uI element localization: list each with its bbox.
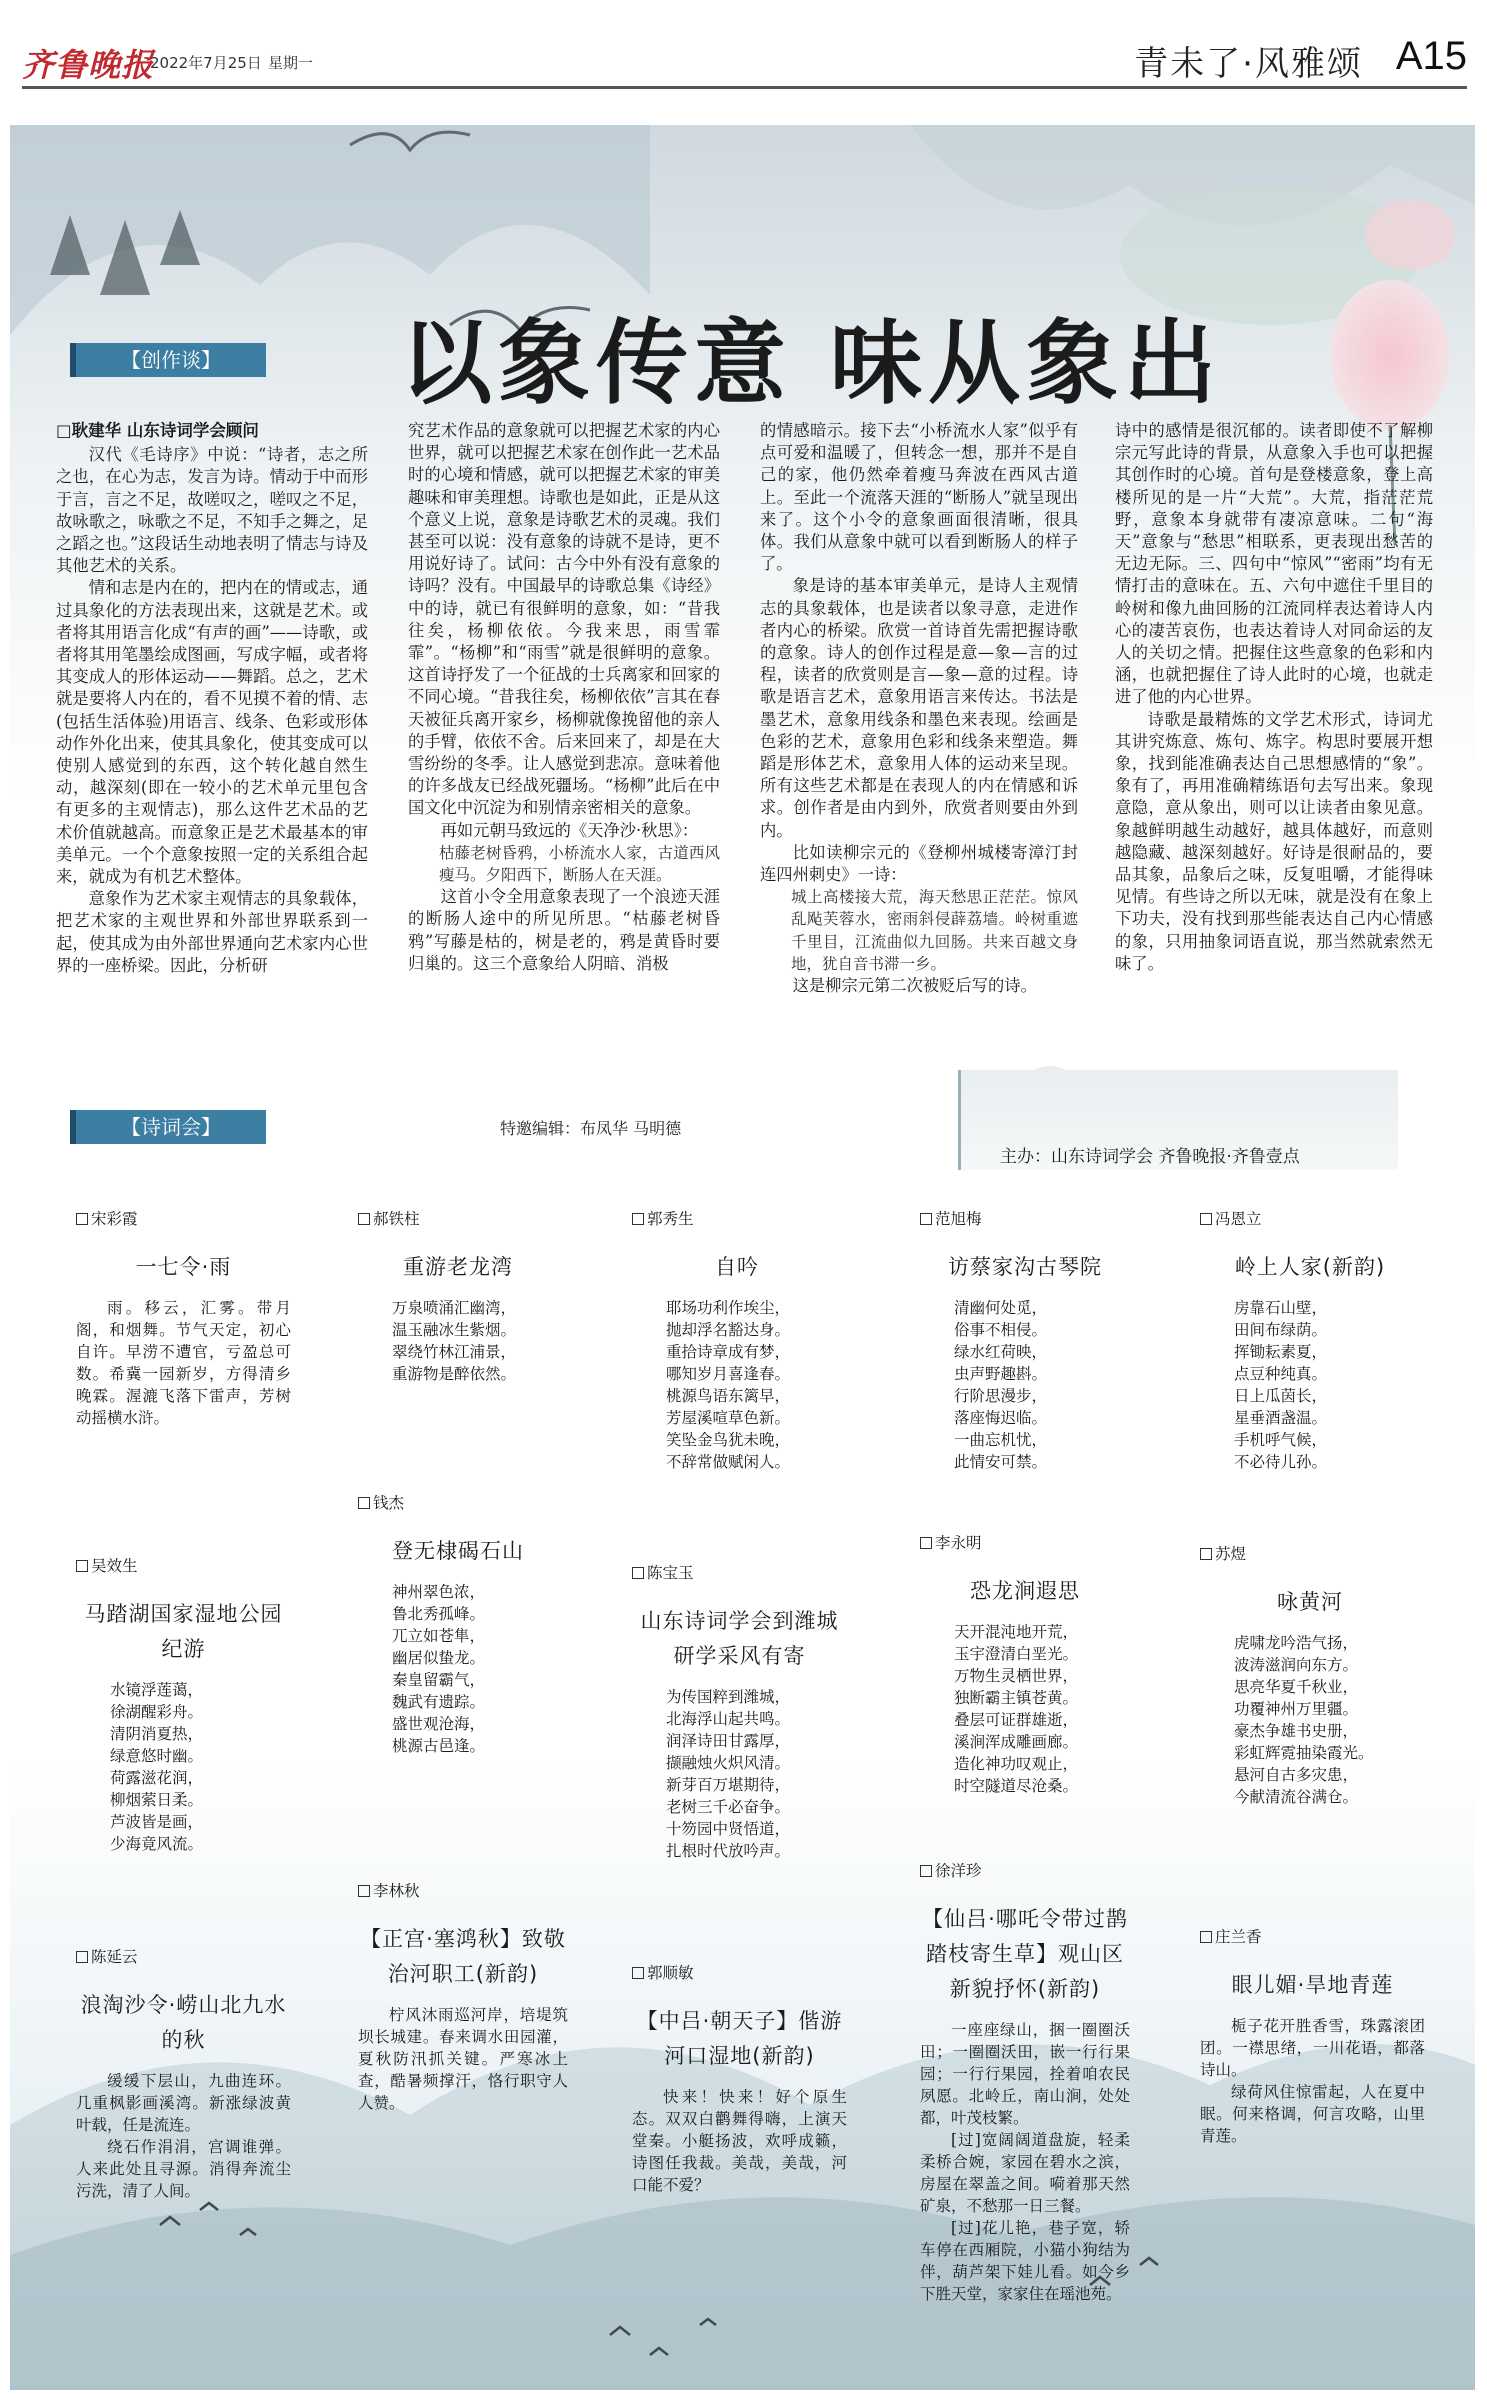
- poem-line: 房靠石山壁，: [1234, 1299, 1328, 1317]
- poem-line: 水镜浮莲蔼，: [110, 1681, 204, 1699]
- poem-line: 落座悔迟临。: [954, 1409, 1048, 1427]
- poem-author: 李林秋: [358, 1880, 568, 1902]
- poem-line: 此情安可禁。: [954, 1453, 1048, 1471]
- poem-line: 北海浮山起共鸣。: [666, 1710, 791, 1728]
- poem-body: [920, 1297, 1130, 1473]
- poem-line: 绕石作涓涓，宫调谁弹。人来此处且寻源。消得奔流尘污洗，清了人间。: [76, 2138, 291, 2200]
- poem-line: 笑坠金鸟犹未晚，: [666, 1431, 791, 1449]
- poem-block: [76, 1208, 291, 1429]
- poem-line: 桃源古邑逢。: [392, 1737, 486, 1755]
- poem-line: 日上瓜茵长，: [1234, 1387, 1328, 1405]
- sponsor-text: 主办：山东诗词学会 齐鲁晚报·齐鲁壹点: [1000, 1147, 1300, 1167]
- article-paragraph: 象是诗的基本审美单元，是诗人主观情志的具象载体，也是读者以象寻意，走进作者内心的桥梁。欣赏一首诗首先需把握诗歌的意象。诗人的创作过程是意—象—言的过程，读者的欣赏则是言—象—意的过程。诗歌是语言艺术，意象用语言来传达。书法是墨艺术，意象用线条和墨色来表现。绘画是色彩的艺术，意象用色彩和线条来塑造。舞蹈是形体艺术，意象用人体的运动来呈现。所有这些艺术都是在表现人的内在情感和诉求。创作者是由内到外，欣赏者则要由外到内。: [760, 576, 1078, 840]
- poem-line: 绿水红荷映，: [954, 1343, 1048, 1361]
- poem-block: [632, 1562, 847, 1862]
- poem-line: 雨。移云，汇雾。带月阁，和烟舞。节气天定，初心自许。早涝不遭官，亏盈总可数。希冀一园新岁，方得清乡晚霖。渥漉飞落下雷声，芳树动摇横水浒。: [76, 1299, 291, 1427]
- poem-line: 不辞常做赋闲人。: [666, 1453, 791, 1471]
- poem-line: 田间布绿荫。: [1234, 1321, 1328, 1339]
- poem-line: 撷融烛火炽风清。: [666, 1754, 791, 1772]
- poem-block: [358, 1880, 568, 2114]
- poem-body: [1200, 1297, 1420, 1473]
- article-paragraph: 比如读柳宗元的《登柳州城楼寄漳汀封连四州刺史》一诗：: [760, 842, 1078, 885]
- poem-line: 叠层可证群雄逝，: [954, 1711, 1079, 1729]
- poem-line: [过]宽阔阔道盘旋，轻柔柔桥合婉，家园在碧水之滨，房屋在翠盖之间。嗬着那天然矿泉，不愁那一日三餐。: [920, 2131, 1130, 2215]
- page-number: A15: [1395, 34, 1467, 78]
- poem-body: [1200, 2015, 1425, 2147]
- poem-line: 耶场功利作埃尘，: [666, 1299, 791, 1317]
- poem-line: 天开混沌地开荒，: [954, 1623, 1079, 1641]
- poem-line: 绿意悠时幽。: [110, 1747, 204, 1765]
- newspaper-masthead: 齐鲁晚报: [22, 46, 155, 84]
- article-column-2: [408, 420, 720, 975]
- section-tag-poetry: 【诗词会】: [76, 1110, 266, 1144]
- poem-author: 范旭梅: [920, 1208, 1130, 1230]
- poem-line: 溪涧浑成雕画廊。: [954, 1733, 1079, 1751]
- poem-line: 悬河自古多灾患，: [1234, 1766, 1359, 1784]
- poem-line: 秦皇留霸气，: [392, 1671, 486, 1689]
- poem-line: 星垂酒盏温。: [1234, 1409, 1328, 1427]
- poem-title: 咏黄河: [1277, 1590, 1343, 1614]
- poem-line: 行阶思漫步，: [954, 1387, 1048, 1405]
- article-paragraph: 诗歌是最精炼的文学艺术形式，诗词尤其讲究炼意、炼句、炼字。构思时要展开想象，找到能准确表达自己思想感情的“象”。象有了，再用准确精练语句去写出来。象现意隐，意从象出，则可以让读者由象见意。象越鲜明越生动越好，越具体越好，而意则越隐藏、越深刻越好。好诗是很耐品的，要品其象，品象后之味，反复咀嚼，才能得味见情。有些诗之所以无味，就是没有在象上下功夫，没有找到那些能表达自己内心情感的象，只用抽象词语直说，那当然就索然无味了。: [1115, 709, 1433, 973]
- poem-line: 功覆神州万里疆。: [1234, 1700, 1359, 1718]
- poem-block: [920, 1532, 1130, 1797]
- poem-block: [76, 1946, 291, 2202]
- poem-author: 吴效生: [76, 1555, 291, 1577]
- poem-line: 清幽何处觅，: [954, 1299, 1048, 1317]
- poem-line: 挥锄耘素夏，: [1234, 1343, 1328, 1361]
- poem-line: 魏武有遗踪。: [392, 1693, 486, 1711]
- poem-line: 虫声野趣斟。: [954, 1365, 1048, 1383]
- poem-body: [632, 1297, 842, 1473]
- article-paragraph: 诗中的感情是很沉郁的。读者即使不了解柳宗元写此诗的背景，从意象入手也可以把握其创作时的心境。首句是登楼意象，登上高楼所见的是一片“大荒”。大荒，指茫茫荒野，意象本身就带有凄凉意味。二句“海天”意象与“愁思”相联系，更表现出愁苦的无边无际。三、四句中“惊风”“密雨”均有无情打击的意味在。五、六句中遮住千里目的岭树和像九曲回肠的江流同样表达着诗人内心的凄苦哀伤，也表达着诗人对同命运的友人的关切之情。把握住这些意象的色彩和内涵，也就把握住了诗人此时的心境，也就走进了他的内心世界。: [1115, 421, 1433, 707]
- poem-body: [920, 1621, 1130, 1797]
- poem-line: 栀子花开胜香雪，珠露滚团团。一襟思绪，一川花语，都落诗山。: [1200, 2017, 1425, 2079]
- article-paragraph: 这首小令全用意象表现了一个浪迹天涯的断肠人途中的所见所思。“枯藤老树昏鸦”写藤是枯的，树是老的，鸦是黄昏时要归巢的。这三个意象给人阴暗、消极: [408, 887, 720, 973]
- poem-title: 登无棣碣石山: [392, 1539, 524, 1563]
- section-tag-creation: 【创作谈】: [76, 343, 266, 377]
- poem-line: 芦波皆是画，: [110, 1813, 204, 1831]
- poem-line: 快来！快来！好个原生态。双双白鹳舞得嗨，上演天堂秦。小艇扬波，欢呼成籁，诗图任我裁。美哉，美哉，河口能不爱？: [632, 2088, 847, 2194]
- poem-block: [920, 1860, 1130, 2305]
- poem-title: 眼儿媚·旱地青莲: [1231, 1973, 1394, 1997]
- poem-author: 陈延云: [76, 1946, 291, 1968]
- poem-author: 陈宝玉: [632, 1562, 847, 1584]
- poem-line: [过]花儿艳，巷子宽，轿车停在西厢院，小猫小狗结为伴，葫芦架下娃儿看。如今乡下胜天堂，家家住在瑶池苑。: [920, 2219, 1130, 2303]
- poem-line: 十笏园中贤悟道，: [666, 1820, 791, 1838]
- poem-title: 【正宫·塞鸿秋】致敬治河职工(新韵): [360, 1927, 566, 1986]
- poem-block: [632, 1208, 842, 1473]
- poem-body: [1200, 1632, 1420, 1808]
- issue-weekday: 星期一: [268, 54, 314, 72]
- poem-line: 万泉喷涌汇幽湾，: [392, 1299, 517, 1317]
- article-column-3: [760, 420, 1078, 997]
- mountain-silhouette-bottom-front: [10, 2197, 1475, 2390]
- poem-author: 苏煜: [1200, 1543, 1420, 1565]
- poem-block: [1200, 1208, 1420, 1473]
- poem-line: 一座座绿山，捆一圈圈沃田；一圈圈沃田，嵌一行行果园；一行行果园，拴着咱农民夙愿。北岭丘，南山涧，处处都，叶茂枝繁。: [920, 2021, 1130, 2127]
- article-paragraph: 这是柳宗元第二次被贬后写的诗。: [792, 976, 1037, 996]
- poem-line: 独断霸主镇苍黄。: [954, 1689, 1079, 1707]
- poem-block: [1200, 1926, 1425, 2147]
- article-paragraph: 情和志是内在的，把内在的情或志，通过具象化的方法表现出来，这就是艺术。或者将其用语言化成“有声的画”——诗歌，或者将其用笔墨绘成图画，写成字幅，或者将其变成人的形体运动——舞蹈。总之，艺术就是要将人内在的，看不见摸不着的情、志(包括生活体验)用语言、线条、色彩或形体动作外化出来，使其具象化，使其变成可以使别人感觉到的东西，这个转化越自然生动，越深刻(即在一较小的艺术单元里包含有更多的主观情志)，那么这件艺术品的艺术价值就越高。而意象正是艺术最基本的审美单元。一个个意象按照一定的关系组合起来，就成为有机艺术整体。: [56, 578, 368, 887]
- poem-title: 浪淘沙令·崂山北九水的秋: [80, 1993, 287, 2052]
- poem-title: 【中吕·朝天子】偕游河口湿地(新韵): [636, 2009, 843, 2068]
- poem-block: [632, 1962, 847, 2196]
- poem-body: [358, 1297, 558, 1385]
- poem-line: 清阴消夏热，: [110, 1725, 204, 1743]
- page-header: [0, 0, 1487, 92]
- article-column-1: [56, 420, 368, 977]
- poem-author: 钱杰: [358, 1492, 558, 1514]
- poem-line: 俗事不相侵。: [954, 1321, 1048, 1339]
- poem-line: 抛却浮名豁达身。: [666, 1321, 791, 1339]
- poem-title: 马踏湖国家湿地公园纪游: [84, 1602, 283, 1661]
- poem-line: 神州翠色浓，: [392, 1583, 486, 1601]
- poem-block: [920, 1208, 1130, 1473]
- poem-line: 豪杰争雄书史册，: [1234, 1722, 1359, 1740]
- poem-line: 手机呼气候，: [1234, 1431, 1328, 1449]
- poem-line: 柠风沐雨巡河岸，培堤筑坝长城建。春来调水田园灌，夏秋防汛抓关键。严寒冰上查，酷暑频撑汗，恪行职守人人赞。: [358, 2006, 568, 2112]
- poem-line: 不必待儿孙。: [1234, 1453, 1328, 1471]
- poem-line: 虎啸龙吟浩气扬，: [1234, 1634, 1359, 1652]
- poem-line: 哪知岁月喜逢春。: [666, 1365, 791, 1383]
- poem-line: 扎根时代放吟声。: [666, 1842, 791, 1860]
- article-paragraph: 意象作为艺术家主观情志的具象载体，把艺术家的主观世界和外部世界联系到一起，使其成为由外部世界通向艺术家内心世界的一座桥梁。因此，分析研: [56, 889, 368, 975]
- poem-author: 李永明: [920, 1532, 1130, 1554]
- poem-author: 郝铁柱: [358, 1208, 558, 1230]
- article-byline: □耿建华 山东诗词学会顾问: [56, 421, 259, 440]
- poem-title: 自吟: [715, 1255, 759, 1279]
- poem-line: 绿荷风住惊雷起，人在夏中眠。何来格调，何言攻略，山里青莲。: [1200, 2083, 1425, 2145]
- poem-line: 今献清流谷满仓。: [1234, 1788, 1359, 1806]
- poem-title: 山东诗词学会到潍城研学采风有寄: [640, 1609, 839, 1668]
- poem-line: 鲁北秀孤峰。: [392, 1605, 486, 1623]
- poem-title: 一七令·雨: [135, 1255, 232, 1279]
- poem-line: 玉宇澄清白垩光。: [954, 1645, 1079, 1663]
- poem-line: 波涛滋润向东方。: [1234, 1656, 1359, 1674]
- article-paragraph: 究艺术作品的意象就可以把握艺术家的内心世界，就可以把握艺术家在创作此一艺术品时的心境和情感，就可以把握艺术家的审美趣味和审美理想。诗歌也是如此，正是从这个意义上说，意象是诗歌艺术的灵魂。我们甚至可以说：没有意象的诗就不是诗，更不用说好诗了。试问：古今中外有没有意象的诗吗？没有。中国最早的诗歌总集《诗经》中的诗，就已有很鲜明的意象，如：“昔我往矣，杨柳依依。今我来思，雨雪霏霏”。“杨柳”和“雨雪”就是很鲜明的意象。这首诗抒发了一个征战的士兵离家和回家的不同心境。“昔我往矣，杨柳依依”言其在春天被征兵离开家乡，杨柳就像挽留他的亲人的手臂，依依不舍。后来回来了，却是在大雪纷纷的冬季。让人感觉到悲凉。意味着他的许多战友已经战死疆场。“杨柳”此后在中国文化中沉淀为和别情亲密相关的意象。: [408, 421, 720, 818]
- poem-line: 柳烟萦日柔。: [110, 1791, 204, 1809]
- poem-body: [632, 1686, 847, 1862]
- poem-line: 新芽百万堪期待，: [666, 1776, 791, 1794]
- poem-line: 徐湖醒彩舟。: [110, 1703, 204, 1721]
- poem-body: [76, 1297, 291, 1429]
- poem-body: [76, 2070, 291, 2202]
- poem-line: 万物生灵栖世界，: [954, 1667, 1079, 1685]
- poem-body: [920, 2019, 1130, 2305]
- article-paragraph: 汉代《毛诗序》中说：“诗者，志之所之也，在心为志，发言为诗。情动于中而形于言，言之不足，故嗟叹之，嗟叹之不足，故咏歌之，咏歌之不足，不知手之舞之，足之蹈之也。”这段话生动地表明了情志与诗及其他艺术的关系。: [56, 445, 368, 576]
- article-paragraph: 的情感暗示。接下去“小桥流水人家”似乎有点可爱和温暖了，但转念一想，那并不是自己的家，他仍然牵着瘦马奔波在西风古道上。至此一个流落天涯的“断肠人”就呈现出来了。这个小令的意象画面很清晰，很具体。我们从意象中就可以看到断肠人的样子了。: [760, 421, 1078, 574]
- poem-author: 宋彩霞: [76, 1208, 291, 1230]
- poem-author: 冯恩立: [1200, 1208, 1420, 1230]
- poem-author: 徐洋珍: [920, 1860, 1130, 1882]
- poem-block: [358, 1208, 558, 1385]
- quoted-poem: 枯藤老树昏鸦，小桥流水人家，古道西风瘦马。夕阳西下，断肠人在天涯。: [439, 843, 720, 885]
- poem-line: 重拾诗章成有梦，: [666, 1343, 791, 1361]
- poem-line: 芳屋溪喧草色新。: [666, 1409, 791, 1427]
- section-name: 青未了·风雅颂: [1134, 44, 1363, 84]
- article-headline: 以象传意 味从象出: [400, 309, 1223, 417]
- poem-body: [632, 2086, 847, 2196]
- issue-date: 2022年7月25日: [150, 54, 262, 72]
- poem-block: [76, 1555, 291, 1855]
- poem-line: 点豆种纯真。: [1234, 1365, 1328, 1383]
- poem-block: [1200, 1543, 1420, 1808]
- poem-line: 荷露滋花润，: [110, 1769, 204, 1787]
- poem-line: 一曲忘机忧，: [954, 1431, 1048, 1449]
- poem-title: 【仙吕·哪吒令带过鹊踏枝寄生草】观山区新貌抒怀(新韵): [922, 1907, 1128, 2001]
- poem-line: 老树三千必奋争。: [666, 1798, 791, 1816]
- poem-line: 温玉融冰生紫烟。: [392, 1321, 517, 1339]
- poem-line: 造化神功叹观止，: [954, 1755, 1079, 1773]
- poem-line: 思亮华夏千秋业，: [1234, 1678, 1359, 1696]
- poem-line: 为传国粹到潍城，: [666, 1688, 791, 1706]
- poem-line: 润泽诗田甘露厚，: [666, 1732, 791, 1750]
- article-column-4: [1115, 420, 1433, 975]
- poem-line: 重游物是醉依然。: [392, 1365, 517, 1383]
- poem-line: 少海竟风流。: [110, 1835, 204, 1853]
- poem-line: 盛世观沧海，: [392, 1715, 486, 1733]
- poem-title: 访蔡家沟古琴院: [948, 1255, 1102, 1279]
- poem-line: 桃源鸟语东篱早，: [666, 1387, 791, 1405]
- poem-body: [76, 1679, 291, 1855]
- poem-body: [358, 1581, 558, 1757]
- poem-line: 彩虹辉霓抽染霞光。: [1234, 1744, 1374, 1762]
- poem-line: 幽居似蛰龙。: [392, 1649, 486, 1667]
- poem-author: 郭顺敏: [632, 1962, 847, 1984]
- header-rule: [22, 86, 1467, 89]
- poem-title: 岭上人家(新韵): [1234, 1255, 1386, 1279]
- poem-author: 郭秀生: [632, 1208, 842, 1230]
- poem-title: 恐龙涧遐思: [970, 1579, 1080, 1603]
- poem-line: 兀立如苍隼，: [392, 1627, 486, 1645]
- guest-editors: 特邀编辑：布凤华 马明德: [500, 1119, 682, 1138]
- poem-block: [358, 1492, 558, 1757]
- poem-line: 缓缓下层山，九曲连环。几重枫影画溪湾。新涨绿波黄叶载，任是流连。: [76, 2072, 291, 2134]
- poem-line: 翠绕竹林江浦景，: [392, 1343, 517, 1361]
- quoted-poem: 城上高楼接大荒，海天愁思正茫茫。惊风乱飐芙蓉水，密雨斜侵薜荔墙。岭树重遮千里目，江流曲似九回肠。共来百越文身地，犹自音书滞一乡。: [791, 888, 1078, 973]
- poem-body: [358, 2004, 568, 2114]
- article-paragraph: 再如元朝马致远的《天净沙·秋思》：: [440, 820, 699, 840]
- poem-line: 时空隧道尽沧桑。: [954, 1777, 1079, 1795]
- poem-title: 重游老龙湾: [403, 1255, 513, 1279]
- poem-author: 庄兰香: [1200, 1926, 1425, 1948]
